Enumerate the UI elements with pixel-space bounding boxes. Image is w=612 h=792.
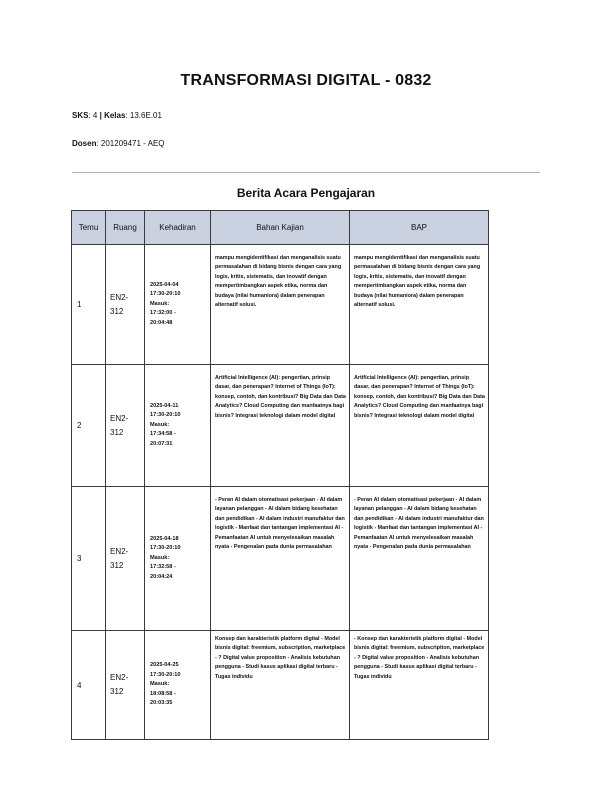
horizontal-divider xyxy=(72,172,540,173)
bahan-kajian-cell: - Peran AI dalam otomatisasi pekerjaan - AI dalam layanan pelanggan - AI dalam bidang kesehatan dan pendidikan - AI dalam industri manufaktur dan logistik - Manfaat dan tantangan implementasi AI - Pemanfaatan AI untuk menyelesaikan masalah nyata - Pengenalan pada dunia permasalahan xyxy=(211,487,350,631)
kehadiran-cell: 2025-04-11 17:30-20:10 Masuk: 17:34:58 - 20:07:31 xyxy=(145,365,211,487)
temu-cell: 4 xyxy=(72,631,106,740)
header-bap: BAP xyxy=(350,211,489,245)
bahan-kajian-cell: Konsep dan karakteristik platform digital - Model bisnis digital: freemium, subscription, marketplace - ? Digital value proposition - Analisis kebutuhan pengguna - Studi kasus aplikasi digital terbaru - Tugas individu xyxy=(211,631,350,740)
sks-value: : 4 xyxy=(88,111,98,120)
temu-cell: 1 xyxy=(72,245,106,365)
header-ruang: Ruang xyxy=(106,211,145,245)
bap-cell: Artificial Intelligence (AI): pengertian, prinsip dasar, dan penerapan? Internet of Things (IoT): konsep, contoh, dan kontribusi? Big Data dan Data Analytics? Cloud Computing dan manfaatnya bagi bisnis? Integrasi teknologi dalam model digital xyxy=(350,365,489,487)
temu-cell: 2 xyxy=(72,365,106,487)
table-row xyxy=(72,245,489,365)
temu-cell: 3 xyxy=(72,487,106,631)
lecturer-info-line xyxy=(72,139,165,148)
ruang-cell: EN2- 312 xyxy=(106,245,145,365)
bap-cell: - Konsep dan karakteristik platform digital - Model bisnis digital: freemium, subscription, marketplace - ? Digital value proposition - Analisis kebutuhan pengguna - Studi kasus aplikasi digital terbaru - Tugas individu xyxy=(350,631,489,740)
table-header-row xyxy=(72,211,489,245)
bap-cell: mampu mengidentifikasi dan menganalisis suatu permasalahan di bidang bisnis dengan cara yang logis, kritis, sistematis, dan inovatif dengan mempertimbangkan aspek etika, norma dan budaya (nilai humaniora) dalam penerapan alternatif solusi. xyxy=(350,245,489,365)
sks-label: SKS xyxy=(72,111,89,120)
header-temu: Temu xyxy=(72,211,106,245)
table-row xyxy=(72,365,489,487)
course-info-line xyxy=(72,111,162,120)
table-row xyxy=(72,631,489,740)
kehadiran-cell: 2025-04-25 17:30-20:10 Masuk: 18:08:58 - 20:03:35 xyxy=(145,631,211,740)
teaching-record-table xyxy=(71,210,489,740)
header-kehadiran: Kehadiran xyxy=(145,211,211,245)
kelas-label: Kelas xyxy=(104,111,126,120)
dosen-label: Dosen xyxy=(72,139,97,148)
bap-cell: - Peran AI dalam otomatisasi pekerjaan - AI dalam layanan pelanggan - AI dalam bidang kesehatan dan pendidikan - AI dalam industri manufaktur dan logistik - Manfaat dan tantangan implementasi AI - Pemanfaatan AI untuk menyelesaikan masalah nyata - Pengenalan pada dunia permasalahan xyxy=(350,487,489,631)
document-title: TRANSFORMASI DIGITAL - 0832 xyxy=(180,72,432,89)
ruang-cell: EN2- 312 xyxy=(106,631,145,740)
ruang-cell: EN2- 312 xyxy=(106,365,145,487)
dosen-value: : 201209471 - AEQ xyxy=(96,139,165,148)
kehadiran-cell: 2025-04-04 17:30-20:10 Masuk: 17:32:00 - 20:04:48 xyxy=(145,245,211,365)
table-row xyxy=(72,487,489,631)
bahan-kajian-cell: Artificial Intelligence (AI): pengertian, prinsip dasar, dan penerapan? Internet of Things (IoT): konsep, contoh, dan kontribusi? Big Data dan Data Analytics? Cloud Computing dan manfaatnya bagi bisnis? Integrasi teknologi dalam model digital xyxy=(211,365,350,487)
info-separator: | xyxy=(99,111,102,120)
kehadiran-cell: 2025-04-18 17:30-20:10 Masuk: 17:32:58 - 20:04:24 xyxy=(145,487,211,631)
kelas-value: : 13.6E.01 xyxy=(125,111,162,120)
header-bahan-kajian: Bahan Kajian xyxy=(211,211,350,245)
section-title: Berita Acara Pengajaran xyxy=(236,186,376,200)
bahan-kajian-cell: mampu mengidentifikasi dan menganalisis suatu permasalahan di bidang bisnis dengan cara yang logis, kritis, sistematis, dan inovatif dengan mempertimbangkan aspek etika, norma dan budaya (nilai humaniora) dalam penerapan alternatif solusi. xyxy=(211,245,350,365)
ruang-cell: EN2- 312 xyxy=(106,487,145,631)
